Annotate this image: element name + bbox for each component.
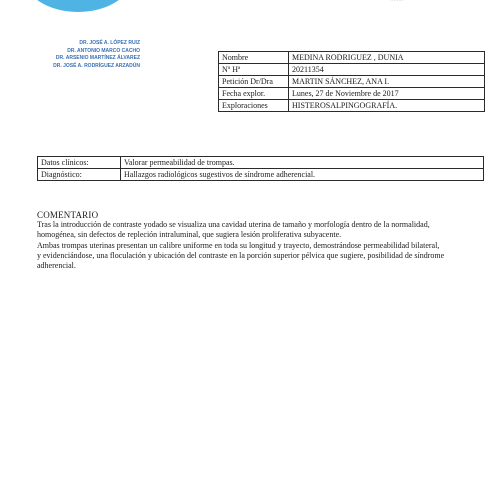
table-row — [219, 52, 485, 64]
doctor-name: DR. JOSÉ A. RODRÍGUEZ ARZADÚN — [53, 62, 140, 69]
field-label: Petición Dr/Dra — [219, 76, 289, 88]
comment-line: y evidenciándose, una floculación y ubicación del contraste en la porción superior pélvica que sugiere, posibilidad de síndrome — [37, 250, 445, 260]
comment-line: Tras la introducción de contraste yodado se visualiza una cavidad uterina de tamaño y morfología dentro de la normalidad, — [37, 220, 430, 229]
field-label: Nombre — [219, 52, 289, 64]
field-value: 20211354 — [289, 64, 485, 76]
corner-mark: ········ — [390, 0, 404, 4]
comment-line: adherencial. — [37, 261, 76, 271]
comment-line: homogénea, sin defectos de repleción intraluminal, que sugiera lesión proliferativa subyacente. — [37, 230, 342, 240]
table-row — [219, 100, 485, 112]
field-label: Datos clínicos: — [38, 157, 121, 169]
field-value: Valorar permeabilidad de trompas. — [121, 157, 484, 169]
clinic-logo — [22, 0, 134, 12]
field-value: Lunes, 27 de Noviembre de 2017 — [289, 88, 485, 100]
doctor-name: DR. JOSÉ A. LÓPEZ RUIZ — [79, 40, 140, 46]
comment-title: COMENTARIO — [37, 210, 99, 220]
table-row — [38, 169, 484, 181]
clinical-info-table — [37, 156, 484, 181]
doctor-name: DR. ANTONIO MARCO CACHO — [67, 47, 140, 54]
table-row — [38, 157, 484, 169]
table-row — [219, 64, 485, 76]
table-row — [219, 76, 485, 88]
field-value: MARTIN SÁNCHEZ, ANA I. — [289, 76, 485, 88]
field-label: Exploraciones — [219, 100, 289, 112]
doctors-list — [30, 40, 140, 70]
patient-info-table — [218, 51, 485, 112]
doctor-name: DR. ARSENIO MARTÍNEZ ÁLVAREZ — [55, 55, 140, 62]
field-label: Diagnóstico: — [38, 169, 121, 181]
comment-body — [37, 220, 492, 271]
field-label: Fecha explor. — [219, 88, 289, 100]
comment-line: Ambas trompas uterinas presentan un calibre uniforme en toda su longitud y trayecto, demostrándose permeabilidad bilateral, — [37, 240, 440, 250]
field-label: Nº Hª — [219, 64, 289, 76]
field-value: HISTEROSALPINGOGRAFÍA. — [289, 100, 485, 112]
table-row — [219, 88, 485, 100]
field-value: Hallazgos radiológicos sugestivos de síndrome adherencial. — [121, 169, 484, 181]
field-value: MEDINA RODRIGUEZ , DUNIA — [289, 52, 485, 64]
